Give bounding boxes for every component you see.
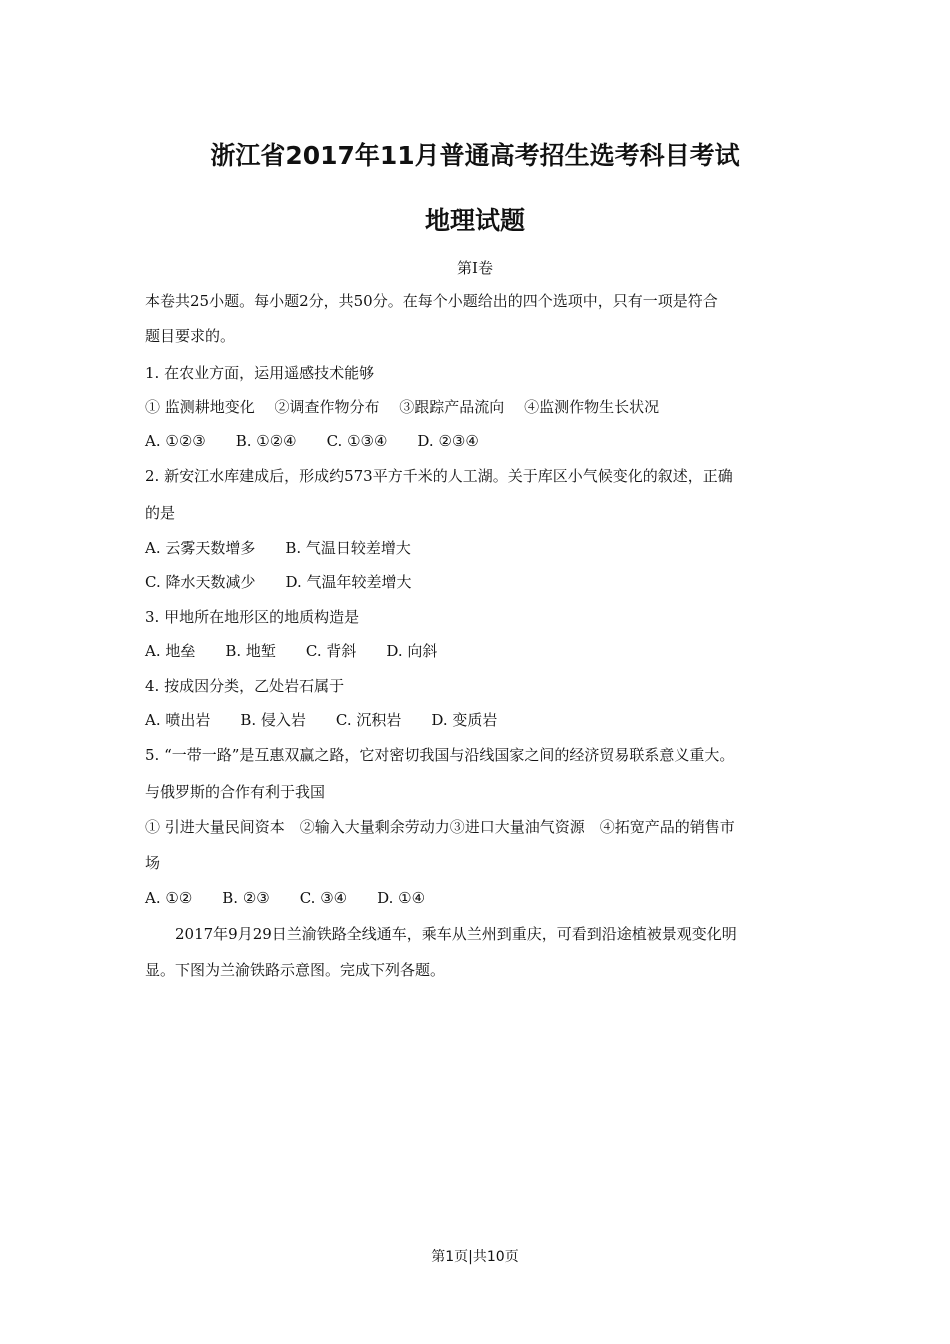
- passage-line-1: 2017年9月29日兰渝铁路全线通车，乘车从兰州到重庆，可看到沿途植被景观变化明: [175, 925, 737, 943]
- question-3-options: A. 地垒 B. 地堑 C. 背斜 D. 向斜: [145, 642, 438, 660]
- question-1-options: A. ①②③ B. ①②④ C. ①③④ D. ②③④: [145, 432, 479, 450]
- instruction-line-1: 本卷共25小题。每小题2分，共50分。在每个小题给出的四个选项中，只有一项是符合: [145, 292, 718, 310]
- question-3-stem: 3. 甲地所在地形区的地质构造是: [145, 608, 360, 626]
- question-4-stem: 4. 按成因分类，乙处岩石属于: [145, 677, 345, 695]
- question-4-options: A. 喷出岩 B. 侵入岩 C. 沉积岩 D. 变质岩: [145, 711, 498, 729]
- question-2-options-ab: A. 云雾天数增多 B. 气温日较差增大: [145, 539, 411, 557]
- question-2-stem-cont: 的是: [145, 504, 176, 522]
- instruction-line-2: 题目要求的。: [145, 327, 236, 345]
- page-footer: 第1页|共10页: [431, 1249, 519, 1265]
- question-2-stem: 2. 新安江水库建成后，形成约573平方千米的人工湖。关于库区小气候变化的叙述，正确: [145, 467, 733, 485]
- question-5-items: ① 引进大量民间资本 ②输入大量剩余劳动力③进口大量油气资源 ④拓宽产品的销售市: [145, 818, 735, 836]
- question-2-options-cd: C. 降水天数减少 D. 气温年较差增大: [145, 573, 412, 591]
- exam-title: 浙江省2017年11月普通高考招生选考科目考试: [210, 141, 740, 170]
- question-5-items-cont: 场: [145, 854, 161, 872]
- passage-line-2: 显。下图为兰渝铁路示意图。完成下列各题。: [145, 961, 446, 979]
- question-1-stem: 1. 在农业方面，运用遥感技术能够: [145, 364, 375, 382]
- question-5-stem: 5. “一带一路”是互惠双赢之路，它对密切我国与沿线国家之间的经济贸易联系意义重大。: [145, 746, 735, 764]
- question-1-items: ① 监测耕地变化 ②调查作物分布 ③跟踪产品流向 ④监测作物生长状况: [145, 398, 660, 416]
- exam-subtitle: 地理试题: [424, 206, 525, 235]
- question-5-options: A. ①② B. ②③ C. ③④ D. ①④: [145, 889, 426, 907]
- section-label: 第Ⅰ卷: [457, 259, 493, 277]
- question-5-stem-cont: 与俄罗斯的合作有利于我国: [145, 783, 326, 801]
